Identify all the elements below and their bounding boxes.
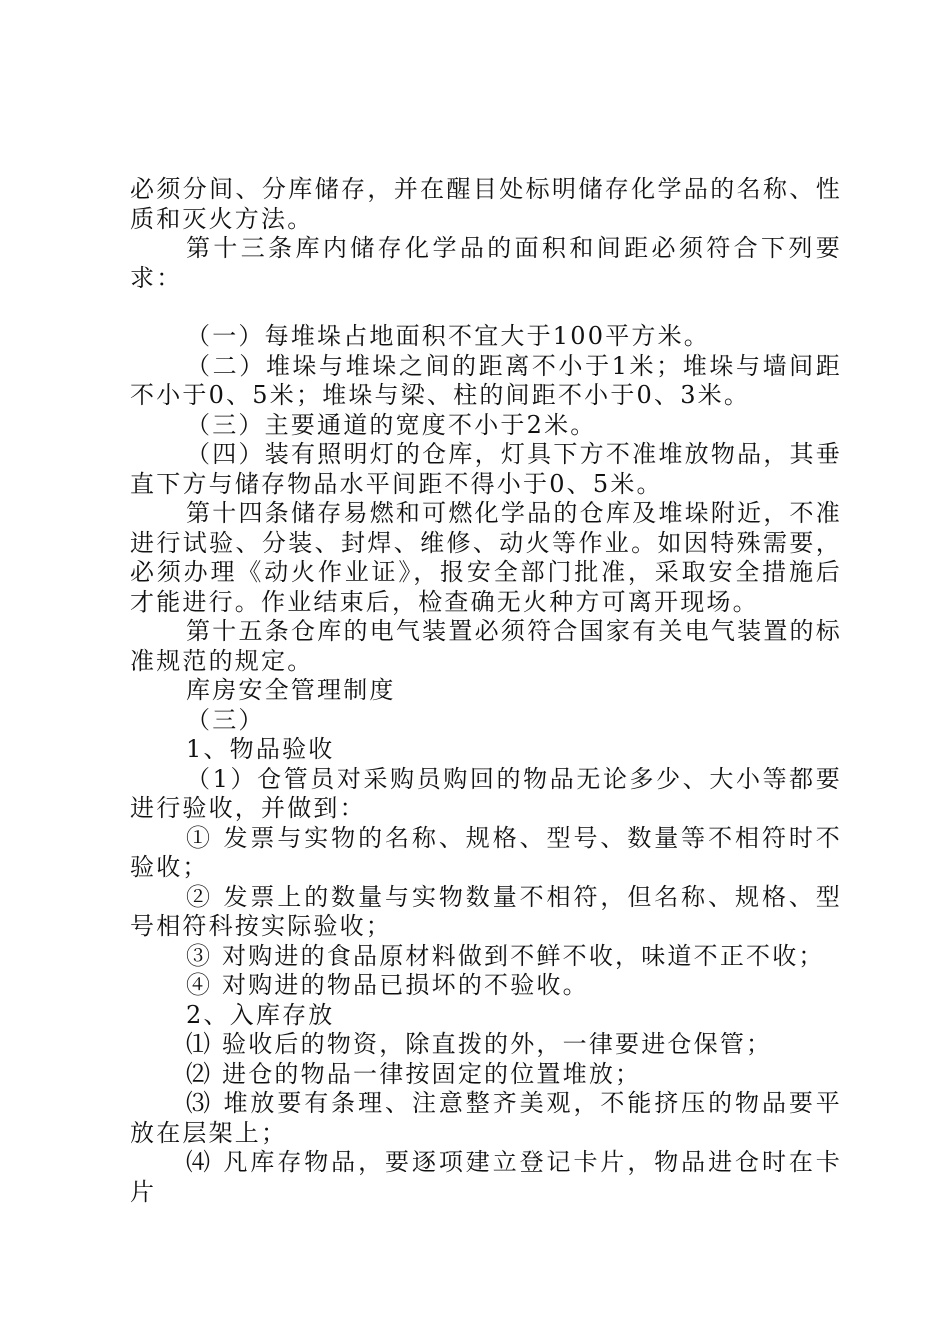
section-number: （三） [186, 705, 265, 734]
list-item: ⑶ 堆放要有条理、注意整齐美观，不能挤压的物品要平放在层架上； [130, 1089, 842, 1147]
paragraph: （三）主要通道的宽度不小于2米。 [186, 410, 597, 439]
list-item: ④ 对购进的物品已损坏的不验收。 [186, 971, 589, 999]
list-item: ⑴ 验收后的物资，除直拨的外，一律要进仓保管； [186, 1030, 773, 1058]
list-item: ⑵ 进仓的物品一律按固定的位置堆放； [186, 1059, 642, 1088]
paragraph: （四）装有照明灯的仓库，灯具下方不准堆放物品，其垂直下方与储存物品水平间距不得小于0、5米。 [130, 440, 842, 498]
list-item: ① 发票与实物的名称、规格、型号、数量等不相符时不验收； [130, 823, 842, 881]
section-heading: 库房安全管理制度 [186, 676, 396, 704]
paragraph: （一）每堆垛占地面积不宜大于100平方米。 [186, 322, 711, 350]
paragraph: 第十五条仓库的电气装置必须符合国家有关电气装置的标准规范的规定。 [130, 617, 842, 675]
list-item: ③ 对购进的食品原材料做到不鲜不收，味道不正不收； [186, 941, 825, 970]
paragraph: 必须分间、分库储存，并在醒目处标明储存化学品的名称、性质和灭火方法。 [130, 175, 842, 233]
paragraph: 第十四条储存易燃和可燃化学品的仓库及堆垛附近，不准进行试验、分装、封焊、维修、动火等作业。如因特殊需要，必须办理《动火作业证》，报安全部门批准，采取安全措施后才能进行。作业结束后，检查确无火种方可离开现场。 [130, 499, 842, 616]
paragraph: （二）堆垛与堆垛之间的距离不小于1米；堆垛与墙间距不小于0、5米；堆垛与梁、柱的间距不小于0、3米。 [130, 351, 842, 409]
list-item: ⑷ 凡库存物品，要逐项建立登记卡片，物品进仓时在卡片 [130, 1148, 842, 1206]
paragraph: （1）仓管员对采购员购回的物品无论多少、大小等都要进行验收，并做到： [130, 764, 842, 822]
list-item: ② 发票上的数量与实物数量不相符，但名称、规格、型号相符科按实际验收； [130, 882, 842, 940]
subsection-heading: 2、入库存放 [186, 1000, 335, 1029]
subsection-heading: 1、物品验收 [186, 735, 335, 763]
paragraph: 第十三条库内储存化学品的面积和间距必须符合下列要求： [130, 234, 842, 292]
document-body [130, 175, 842, 1207]
